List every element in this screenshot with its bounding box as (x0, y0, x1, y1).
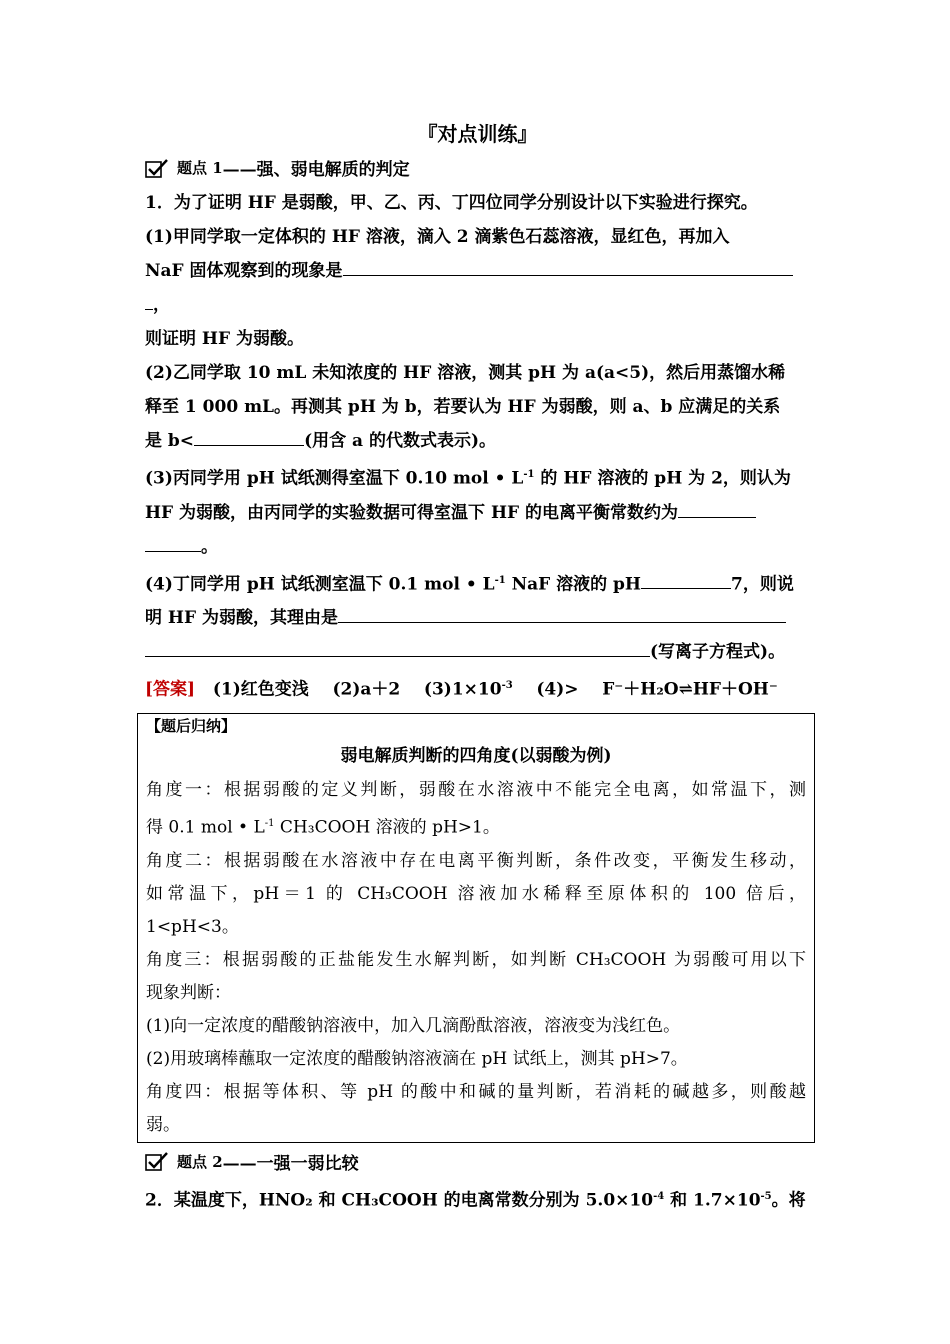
summary-tag: 【题后归纳】 (146, 716, 237, 735)
summary-line: 1<pH<3。 (146, 916, 239, 937)
checkbox-icon (145, 158, 169, 178)
summary-line: (2)用玻璃棒蘸取一定浓度的醋酸钠溶液滴在 pH 试纸上，测其 pH>7。 (146, 1048, 688, 1069)
section-title: 『对点训练』 (417, 122, 538, 146)
q1-part3-line3: 。 (145, 530, 810, 564)
summary-line: 得 0.1 mol • $L^{-1}$ CH₃COOH 溶液的 pH>1。 (146, 817, 500, 838)
answer-blank (343, 255, 793, 276)
summary-line: 现象判断： (146, 982, 231, 1003)
summary-line: 角度二：根据弱酸在水溶液中存在电离平衡判断，条件改变，平衡发生移动， (146, 850, 806, 871)
summary-line: 弱。 (146, 1114, 180, 1135)
q1-part1-line4: 则证明 HF 为弱酸。 (145, 329, 304, 349)
q1-part2-line2: 释至 1 000 mL。再测其 pH 为 b，若要认为 HF 为弱酸，则 a、b 应满足的关系 (145, 397, 781, 417)
answer-blank (145, 531, 201, 552)
summary-line: 如常温下，pH＝1 的 CH₃COOH 溶液加水稀释至原体积的 100 倍后， (146, 883, 806, 904)
q1-part4-line2: 明 HF 为弱酸，其理由是 (145, 601, 810, 635)
q1-part2-line1: (2)乙同学取 10 mL 未知浓度的 HF 溶液，测其 pH 为 a(a<5)，然后用蒸馏水稀 (145, 363, 786, 383)
topic-tag: 题点 1 (177, 159, 223, 177)
q1-part4-line1: (4)丁同学用 pH 试纸测室温下 0.1 mol • $L^{-1}$ NaF 溶液的 pH 7，则说 (145, 564, 810, 602)
topic-tag: 题点 2 (177, 1152, 223, 1171)
q1-part3-line2: HF 为弱酸，由丙同学的实验数据可得室温下 HF 的电离平衡常数约为 (145, 496, 810, 530)
summary-line: 角度四：根据等体积、等 pH 的酸中和碱的量判断，若消耗的碱越多，则酸越 (146, 1081, 806, 1102)
answer-label: [答案] (145, 679, 196, 700)
document-page (145, 118, 810, 1217)
summary-box (137, 713, 815, 1143)
summary-line: 角度一：根据弱酸的定义判断，弱酸在水溶液中不能完全电离，如常温下，测 (146, 779, 806, 800)
q1-part1-line1: (1)甲同学取一定体积的 HF 溶液，滴入 2 滴紫色石蕊溶液，显红色，再加入 (145, 227, 730, 247)
topic-heading-text: ——强、弱电解质的判定 (222, 160, 410, 180)
answer-line: [答案] (1)红色变浅 (2)a＋2 $(3)1\times 10^{-3}$ (4)> F⁻＋H₂O⇌HF＋OH⁻ (145, 679, 778, 700)
q1-part4-line3: (写离子方程式)。 (145, 635, 810, 669)
summary-title: 弱电解质判断的四角度(以弱酸为例) (340, 745, 612, 766)
question-2-intro: 2．某温度下，HNO₂ 和 CH₃COOH 的电离常数分别为 $5.0\times 10^{-4}$ 和 $1.7\times 10^{-5}$。将 (145, 1190, 806, 1211)
q1-part3-line1: (3)丙同学用 pH 试纸测得室温下 0.10 mol • $L^{-1}$ 的 HF 溶液的 pH 为 2，则认为 (145, 468, 791, 489)
checkbox-icon (145, 1151, 169, 1171)
answer-blank (194, 425, 304, 446)
answer-blank (338, 602, 786, 623)
topic-heading-text: ——一强一弱比较 (222, 1153, 359, 1174)
answer-blank (145, 636, 650, 657)
topic-heading-1 (145, 155, 810, 180)
q1-part1-line2: NaF 固体观察到的现象是 (145, 254, 810, 288)
summary-line: (1)向一定浓度的醋酸钠溶液中，加入几滴酚酞溶液，溶液变为浅红色。 (146, 1015, 681, 1036)
question-1-intro: 1．为了证明 HF 是弱酸，甲、乙、丙、丁四位同学分别设计以下实验进行探究。 (145, 193, 758, 213)
q1-part2-line3: 是 b< (用含 a 的代数式表示)。 (145, 424, 810, 458)
summary-line: 角度三：根据弱酸的正盐能发生水解判断，如判断 CH₃COOH 为弱酸可用以下 (146, 949, 806, 970)
topic-heading-2 (145, 1149, 810, 1174)
answer-blank (678, 497, 756, 518)
answer-blank (641, 568, 731, 589)
q1-part1-line3: ， (145, 288, 810, 322)
answer-blank (145, 289, 153, 310)
